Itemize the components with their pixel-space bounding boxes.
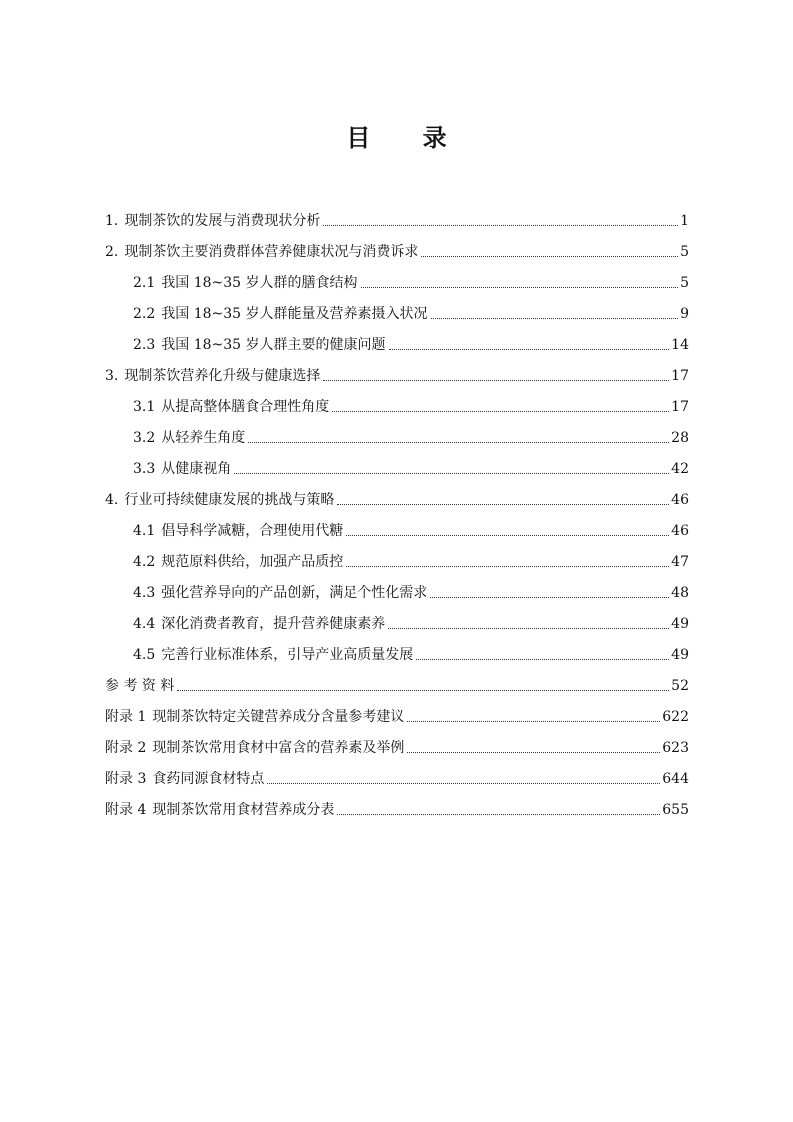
dot-leader [407,752,660,753]
toc-entry-title: 深化消费者教育，提升营养健康素养 [161,616,386,632]
toc-entry-page: 28 [671,430,689,446]
toc-entry-title: 从健康视角 [161,461,232,477]
toc-entry-page: 47 [671,554,689,570]
toc-entry-number: 4.3 [133,585,156,601]
toc-entry-page: 622 [662,709,689,725]
page-title: 目 录 [346,123,469,152]
toc-entry-number: 4.2 [133,554,156,570]
toc-entry-appendix-2[interactable] [105,727,689,758]
toc-entry-page: 52 [671,678,689,694]
toc-entry-page: 46 [671,523,689,539]
toc-entry-page: 17 [671,399,689,415]
dot-leader [388,628,669,629]
toc-entry-page: 46 [671,492,689,508]
dot-leader [323,225,678,226]
dot-leader [337,504,669,505]
toc-entry-page: 48 [671,585,689,601]
toc-entry-number: 2. [105,244,119,260]
toc-entry-title: 行业可持续健康发展的挑战与策略 [124,492,335,508]
toc-entry-title: 食药同源食材特点 [152,771,265,787]
toc-entry-title: 现制茶饮常用食材中富含的营养素及举例 [152,740,405,756]
dot-leader [267,783,660,784]
toc-entry-4-3[interactable] [105,572,689,603]
dot-leader [248,442,669,443]
toc-entry-title: 现制茶饮主要消费群体营养健康状况与消费诉求 [124,244,419,260]
toc-entry-number: 附录 2 [105,740,147,756]
dot-leader [346,566,669,567]
toc-entry-page: 17 [671,368,689,384]
toc-entry-4-4[interactable] [105,603,689,634]
toc-entry-page: 14 [671,337,689,353]
toc-entry-4-1[interactable] [105,510,689,541]
dot-leader [407,721,660,722]
dot-leader [430,597,669,598]
table-of-contents [105,200,689,820]
toc-entry-number: 附录 1 [105,709,147,725]
toc-entry-page: 655 [662,802,689,818]
toc-entry-number: 3. [105,368,119,384]
toc-entry-number: 3.3 [133,461,156,477]
toc-entry-number: 2.3 [133,337,156,353]
toc-entry-references[interactable] [105,665,689,696]
toc-entry-title: 现制茶饮常用食材营养成分表 [152,802,335,818]
toc-entry-1[interactable] [105,200,689,231]
toc-entry-number: 2.1 [133,275,156,291]
dot-leader [421,256,678,257]
toc-entry-3-3[interactable] [105,448,689,479]
toc-entry-number: 附录 3 [105,771,147,787]
dot-leader [389,349,670,350]
toc-entry-page: 49 [671,616,689,632]
toc-entry-number: 3.1 [133,399,156,415]
toc-entry-page: 623 [662,740,689,756]
toc-entry-page: 49 [671,647,689,663]
toc-entry-appendix-4[interactable] [105,789,689,820]
toc-entry-3-1[interactable] [105,386,689,417]
toc-entry-title: 现制茶饮特定关键营养成分含量参考建议 [152,709,405,725]
dot-leader [234,473,669,474]
toc-entry-page: 5 [680,275,689,291]
toc-entry-appendix-3[interactable] [105,758,689,789]
toc-entry-number: 4.4 [133,616,156,632]
toc-entry-title: 我国 18~35 岁人群主要的健康问题 [161,337,386,353]
toc-entry-4[interactable] [105,479,689,510]
dot-leader [346,535,669,536]
toc-entry-title: 规范原料供给，加强产品质控 [161,554,344,570]
toc-entry-number: 4.5 [133,647,156,663]
toc-entry-page: 5 [680,244,689,260]
dot-leader [332,411,669,412]
toc-entry-number: 1. [105,213,119,229]
toc-entry-number: 3.2 [133,430,156,446]
toc-entry-3-2[interactable] [105,417,689,448]
toc-entry-page: 42 [671,461,689,477]
toc-entry-title: 我国 18~35 岁人群能量及营养素摄入状况 [161,306,428,322]
toc-entry-number: 2.2 [133,306,156,322]
dot-leader [416,659,669,660]
dot-leader [337,814,660,815]
toc-entry-title: 倡导科学减糖，合理使用代糖 [161,523,344,539]
dot-leader [177,690,669,691]
toc-entry-3[interactable] [105,355,689,386]
toc-entry-title: 从提高整体膳食合理性角度 [161,399,330,415]
toc-entry-title: 从轻养生角度 [161,430,246,446]
toc-entry-appendix-1[interactable] [105,696,689,727]
toc-entry-title: 参 考 资 料 [105,678,175,694]
toc-entry-2-1[interactable] [105,262,689,293]
toc-entry-number: 4. [105,492,119,508]
dot-leader [431,318,679,319]
toc-entry-number: 附录 4 [105,802,147,818]
toc-entry-title: 现制茶饮营养化升级与健康选择 [124,368,321,384]
toc-entry-page: 9 [680,306,689,322]
dot-leader [323,380,669,381]
toc-entry-title: 我国 18~35 岁人群的膳食结构 [161,275,358,291]
toc-entry-title: 现制茶饮的发展与消费现状分析 [124,213,321,229]
toc-entry-2-3[interactable] [105,324,689,355]
toc-entry-number: 4.1 [133,523,156,539]
toc-entry-2-2[interactable] [105,293,689,324]
toc-entry-2[interactable] [105,231,689,262]
toc-entry-title: 强化营养导向的产品创新，满足个性化需求 [161,585,428,601]
toc-entry-title: 完善行业标准体系，引导产业高质量发展 [161,647,414,663]
toc-entry-page: 644 [662,771,689,787]
toc-entry-page: 1 [680,213,689,229]
toc-entry-4-5[interactable] [105,634,689,665]
toc-entry-4-2[interactable] [105,541,689,572]
dot-leader [361,287,679,288]
